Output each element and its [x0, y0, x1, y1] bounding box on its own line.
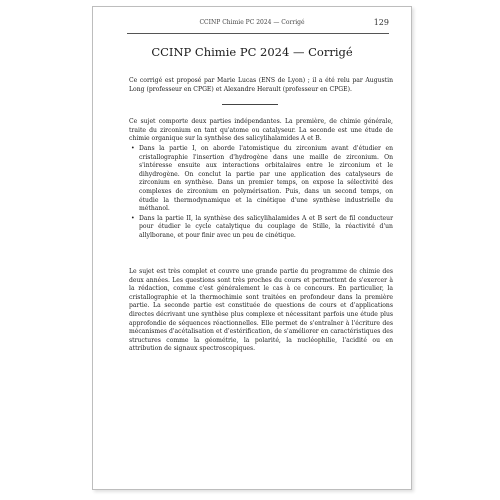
page-title: CCINP Chimie PC 2024 — Corrigé [151, 45, 353, 59]
list-item [129, 145, 393, 214]
list-item-text: Dans la partie II, la synthèse des salicylihalamides A et B sert de fil conducteur pour étudier le cycle catalytique du couplage de Stille, la réactivité d'un allylborane, et pour finir avec un peu de cinétique. [139, 214, 393, 239]
page-number: 129 [373, 18, 389, 27]
bullet-icon: • [131, 145, 135, 152]
parts-list [129, 145, 393, 242]
assessment-paragraph: Le sujet est très complet et couvre une grande partie du programme de chimie des deux années. Les questions sont très proches du cours et permettent de s'exercer à la rédaction, comme c'est généralement le cas à ce concours. En particulier, la cristallographie et la thermochimie sont traitées en profondeur dans la première partie. La seconde partie est constituée de questions de cours et d'applications directes décrivant une synthèse plus complexe et nécessitant parfois une étude plus approfondie de séquences réactionnelles. Elle permet de s'entraîner à l'écriture des mécanismes d'acétalisation et d'estérification, de s'améliorer en caractéristiques des structures comme la géométrie, la polarité, la nucléophilie, l'acidité ou en attribution de signaux spectroscopiques. [129, 268, 393, 353]
list-item [129, 215, 393, 241]
separator-rule [222, 104, 278, 105]
overview-paragraph: Ce sujet comporte deux parties indépendantes. La première, de chimie générale, traite du zirconium en tant qu'atome ou catalyseur. La seconde est une étude de chimie organique sur la synthèse des salicylihalamides A et B. [129, 118, 393, 143]
running-title: CCINP Chimie PC 2024 — Corrigé [199, 19, 305, 26]
header-rule [127, 33, 389, 34]
intro-paragraph: Ce corrigé est proposé par Marie Lucas (ENS de Lyon) ; il a été relu par Augustin Long (professeur en CPGE) et Alexandre Herault (professeur en CPGE). [129, 77, 393, 93]
running-header [93, 19, 411, 31]
list-item-text: Dans la partie I, on aborde l'atomistique du zirconium avant d'étudier en cristallographie l'insertion d'hydrogène dans une maille de zirconium. On s'intéresse ensuite aux interactions orbitalaires entre le zirconium et le dihydrogène. On conclut la partie par une application des catalyseurs de zirconium en synthèse. Dans un premier temps, on expose la sélectivité des complexes de zirconium en polymérisation. Puis, dans un second temps, on étudie la thermodynamique et la cinétique d'une synthèse industrielle du méthanol. [139, 145, 393, 213]
bullet-icon: • [131, 214, 135, 222]
document-page [92, 6, 412, 490]
